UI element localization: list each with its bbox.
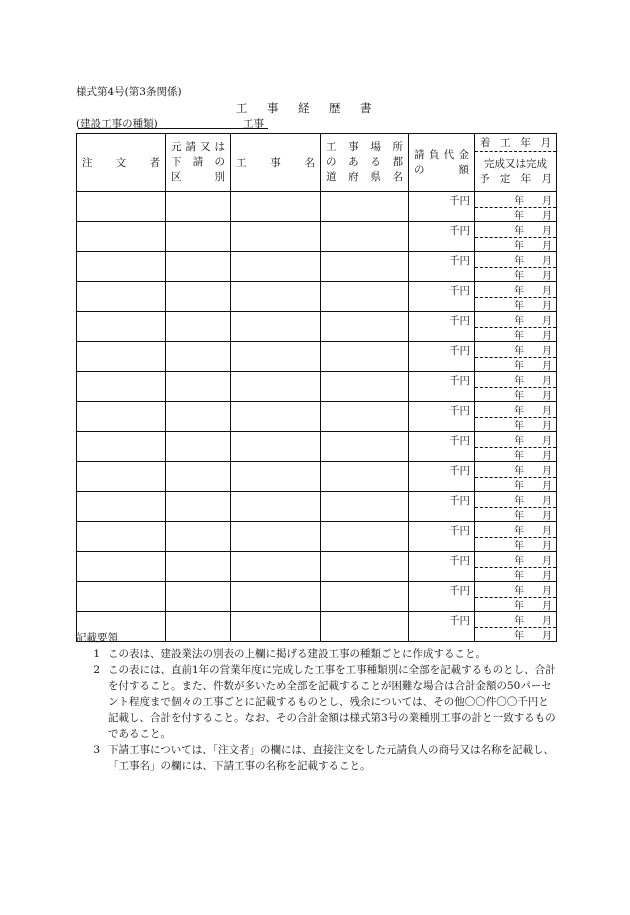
month-label: 月 <box>542 406 552 417</box>
location-char: 所 <box>392 141 403 153</box>
note-number: 1 <box>93 648 100 660</box>
work-name-cell[interactable] <box>231 522 321 552</box>
work-name-cell[interactable] <box>231 462 321 492</box>
year-label: 年 <box>514 271 524 282</box>
table-row <box>77 552 557 582</box>
table-row <box>77 342 557 372</box>
orderer-cell[interactable] <box>77 492 166 522</box>
month-label: 月 <box>542 196 552 207</box>
location-char: 場 <box>370 141 381 153</box>
table-row <box>77 252 557 282</box>
work-name-cell[interactable] <box>231 492 321 522</box>
amount-cell[interactable]: 千円 <box>409 522 475 552</box>
month-label: 月 <box>542 421 552 432</box>
amount-char: の <box>414 163 425 176</box>
contract-type-char: の <box>214 156 225 168</box>
contract-type-char: 下 <box>171 156 182 168</box>
start-date <box>475 553 556 568</box>
month-label: 月 <box>542 376 552 387</box>
orderer-cell[interactable] <box>77 582 166 612</box>
location-char: 名 <box>392 171 403 183</box>
table-header-row <box>77 134 557 192</box>
completion-char: 完成又は完成 <box>484 157 547 170</box>
contract-type-cell[interactable] <box>166 552 231 582</box>
note-number: 2 <box>93 664 100 676</box>
month-label: 月 <box>542 586 552 597</box>
month-label: 月 <box>542 556 552 567</box>
month-label: 月 <box>542 481 552 492</box>
orderer-cell[interactable] <box>77 372 166 402</box>
year-label: 年 <box>514 331 524 342</box>
start-date <box>475 313 556 328</box>
amount-char: 負 <box>428 148 440 161</box>
dates-cell[interactable] <box>475 222 557 252</box>
location-cell[interactable] <box>321 522 409 552</box>
table-row <box>77 222 557 252</box>
contract-type-cell[interactable] <box>166 432 231 462</box>
completion-line <box>479 157 552 172</box>
work-name-cell[interactable] <box>231 312 321 342</box>
location-cell[interactable] <box>321 312 409 342</box>
table-row <box>77 402 557 432</box>
amount-cell[interactable]: 千円 <box>409 282 475 312</box>
completion-char: 定 <box>499 172 511 185</box>
month-label: 月 <box>542 241 552 252</box>
month-label: 月 <box>542 451 552 462</box>
month-label: 月 <box>542 571 552 582</box>
work-name-cell[interactable] <box>231 282 321 312</box>
work-name-char: 工 <box>236 157 247 169</box>
dates-cell[interactable] <box>475 432 557 462</box>
dates-cell[interactable] <box>475 522 557 552</box>
location-char: る <box>370 156 381 168</box>
month-label: 月 <box>542 211 552 222</box>
start-char: 工 <box>500 137 511 149</box>
location-char: 工 <box>326 141 337 153</box>
completion-date <box>475 208 556 222</box>
notes-section <box>76 630 556 774</box>
amount-line <box>414 148 469 163</box>
completion-date <box>475 328 556 342</box>
completion-char: 年 <box>520 172 532 185</box>
start-char: 着 <box>480 137 491 149</box>
month-label: 月 <box>542 496 552 507</box>
completion-char: 月 <box>541 172 552 185</box>
amount-cell[interactable]: 千円 <box>409 252 475 282</box>
contract-type-cell[interactable] <box>166 462 231 492</box>
amount-cell[interactable]: 千円 <box>409 492 475 522</box>
completion-date <box>475 568 556 582</box>
year-label: 年 <box>514 481 524 492</box>
year-label: 年 <box>514 286 524 297</box>
start-date <box>475 253 556 268</box>
orderer-cell[interactable] <box>77 252 166 282</box>
year-label: 年 <box>514 346 524 357</box>
dates-cell[interactable] <box>475 492 557 522</box>
completion-date <box>475 418 556 432</box>
table-row <box>77 462 557 492</box>
amount-char: 額 <box>458 163 469 176</box>
amount-cell[interactable]: 千円 <box>409 312 475 342</box>
note-text: この表は、建設業法の別表の上欄に掲げる建設工事の種類ごとに作成すること。 <box>108 648 486 660</box>
table-row <box>77 372 557 402</box>
contract-type-cell[interactable] <box>166 582 231 612</box>
month-label: 月 <box>542 616 552 627</box>
header-dates <box>475 134 557 192</box>
year-label: 年 <box>514 586 524 597</box>
title-char: 工 <box>236 101 248 115</box>
work-name-cell[interactable] <box>231 342 321 372</box>
orderer-cell[interactable] <box>77 222 166 252</box>
table-row <box>77 312 557 342</box>
dates-cell[interactable] <box>475 342 557 372</box>
month-label: 月 <box>542 331 552 342</box>
note-text: 下請工事については、「注文者」の欄には、直接注文をした元請負人の商号又は名称を記載し、「工事名」の欄には、下請工事の名称を記載すること。 <box>108 744 555 772</box>
location-cell[interactable] <box>321 462 409 492</box>
location-char: 道 <box>326 171 337 183</box>
month-label: 月 <box>542 511 552 522</box>
header-start-date <box>475 134 556 152</box>
dates-cell[interactable] <box>475 402 557 432</box>
location-cell[interactable] <box>321 252 409 282</box>
amount-cell[interactable]: 千円 <box>409 582 475 612</box>
table-row <box>77 192 557 222</box>
header-contract-amount <box>409 134 475 192</box>
completion-date <box>475 268 556 282</box>
header-orderer <box>77 134 166 192</box>
orderer-cell[interactable] <box>77 282 166 312</box>
contract-type-cell[interactable] <box>166 252 231 282</box>
orderer-char: 文 <box>115 157 127 169</box>
completion-char: 予 <box>479 172 490 185</box>
work-name-cell[interactable] <box>231 552 321 582</box>
dates-cell[interactable] <box>475 372 557 402</box>
year-label: 年 <box>514 526 524 537</box>
work-name-char: 事 <box>270 157 281 169</box>
completion-line <box>479 172 552 187</box>
table-row <box>77 522 557 552</box>
month-label: 月 <box>542 286 552 297</box>
location-char: 都 <box>392 156 403 168</box>
orderer-cell[interactable] <box>77 402 166 432</box>
location-cell[interactable] <box>321 402 409 432</box>
contract-type-cell[interactable] <box>166 222 231 252</box>
completion-date <box>475 538 556 552</box>
year-label: 年 <box>514 226 524 237</box>
location-cell[interactable] <box>321 222 409 252</box>
month-label: 月 <box>542 256 552 267</box>
location-char: の <box>326 156 337 168</box>
amount-cell[interactable]: 千円 <box>409 552 475 582</box>
table-row <box>77 492 557 522</box>
amount-cell[interactable]: 千円 <box>409 222 475 252</box>
contract-type-char: 請 <box>192 156 204 168</box>
orderer-cell[interactable] <box>77 432 166 462</box>
month-label: 月 <box>542 226 552 237</box>
month-label: 月 <box>542 361 552 372</box>
month-label: 月 <box>542 466 552 477</box>
completion-date <box>475 238 556 252</box>
amount-cell[interactable]: 千円 <box>409 372 475 402</box>
contract-type-cell[interactable] <box>166 522 231 552</box>
note-text: この表には、直前1年の営業年度に完成した工事を工事種類別に全部を記載するものとし、合計を付すること。また、件数が多いため全部を記載することが困難な場合は合計金額の50パーセント程度まで個々の工事ごとに記載するものとし、残余については、その他〇〇件〇〇千円と記載し、合計を付すること。なお、その合計金額は様式第3号の業種別工事の計と一致するものであること。 <box>108 664 556 740</box>
work-history-table <box>76 133 557 642</box>
construction-type-suffix: 工事 <box>243 118 264 130</box>
dates-cell[interactable] <box>475 552 557 582</box>
contract-type-cell[interactable] <box>166 402 231 432</box>
month-label: 月 <box>542 631 552 642</box>
year-label: 年 <box>514 541 524 552</box>
year-label: 年 <box>514 301 524 312</box>
work-name-cell[interactable] <box>231 252 321 282</box>
start-char: 月 <box>540 137 551 149</box>
orderer-cell[interactable] <box>77 552 166 582</box>
start-date <box>475 193 556 208</box>
location-cell[interactable] <box>321 342 409 372</box>
work-name-char: 名 <box>304 157 315 169</box>
year-label: 年 <box>514 406 524 417</box>
contract-type-char: 請 <box>185 141 196 153</box>
amount-cell[interactable]: 千円 <box>409 432 475 462</box>
header-location <box>321 134 409 192</box>
month-label: 月 <box>542 316 552 327</box>
location-char: あ <box>348 156 359 168</box>
location-cell[interactable] <box>321 582 409 612</box>
orderer-cell[interactable] <box>77 522 166 552</box>
year-label: 年 <box>514 316 524 327</box>
location-line <box>326 170 403 185</box>
amount-cell[interactable]: 千円 <box>409 402 475 432</box>
completion-date <box>475 388 556 402</box>
table-row <box>77 282 557 312</box>
month-label: 月 <box>542 526 552 537</box>
completion-date <box>475 298 556 312</box>
completion-date <box>475 448 556 462</box>
start-date <box>475 463 556 478</box>
table-row <box>77 582 557 612</box>
location-cell[interactable] <box>321 192 409 222</box>
construction-type-label: (建設工事の種類) <box>76 118 158 130</box>
month-label: 月 <box>542 271 552 282</box>
note-number: 3 <box>93 744 100 756</box>
contract-type-cell[interactable] <box>166 372 231 402</box>
form-number-label: 様式第4号(第3条関係) <box>76 86 182 98</box>
work-name-cell[interactable] <box>231 582 321 612</box>
work-name-cell[interactable] <box>231 402 321 432</box>
location-line <box>326 140 403 155</box>
year-label: 年 <box>514 466 524 477</box>
dates-cell[interactable] <box>475 282 557 312</box>
location-char: 府 <box>348 171 359 183</box>
table-row <box>77 432 557 462</box>
year-label: 年 <box>514 436 524 447</box>
contract-type-cell[interactable] <box>166 492 231 522</box>
completion-date <box>475 358 556 372</box>
location-cell[interactable] <box>321 372 409 402</box>
amount-char: 代 <box>443 148 455 161</box>
contract-type-cell[interactable] <box>166 282 231 312</box>
location-cell[interactable] <box>321 492 409 522</box>
year-label: 年 <box>514 196 524 207</box>
year-label: 年 <box>514 211 524 222</box>
amount-cell[interactable]: 千円 <box>409 192 475 222</box>
month-label: 月 <box>542 436 552 447</box>
amount-cell[interactable]: 千円 <box>409 342 475 372</box>
month-label: 月 <box>542 541 552 552</box>
note-item <box>76 662 556 742</box>
start-date <box>475 523 556 538</box>
dates-cell[interactable] <box>475 582 557 612</box>
contract-type-char: 区 <box>171 171 182 183</box>
year-label: 年 <box>514 241 524 252</box>
orderer-cell[interactable] <box>77 342 166 372</box>
location-char: 事 <box>348 141 359 153</box>
amount-char: 金 <box>458 148 469 161</box>
contract-type-char: 元 <box>171 141 182 153</box>
header-completion-date <box>475 152 556 191</box>
month-label: 月 <box>542 601 552 612</box>
year-label: 年 <box>514 256 524 267</box>
orderer-cell[interactable] <box>77 312 166 342</box>
month-label: 月 <box>542 301 552 312</box>
start-char: 年 <box>520 137 531 149</box>
contract-type-line <box>171 140 225 155</box>
orderer-char: 注 <box>82 157 93 169</box>
title-char: 書 <box>360 101 372 115</box>
header-work-name <box>231 134 321 192</box>
year-label: 年 <box>514 571 524 582</box>
header-contract-type <box>166 134 231 192</box>
location-char: 県 <box>370 171 381 183</box>
year-label: 年 <box>514 556 524 567</box>
location-cell[interactable] <box>321 282 409 312</box>
dates-cell[interactable] <box>475 252 557 282</box>
start-date <box>475 613 556 628</box>
dates-cell[interactable] <box>475 192 557 222</box>
contract-type-char: 又 <box>200 141 211 153</box>
contract-type-char: 別 <box>214 171 225 183</box>
start-date <box>475 493 556 508</box>
completion-date <box>475 478 556 492</box>
month-label: 月 <box>542 391 552 402</box>
dates-cell[interactable] <box>475 312 557 342</box>
start-date <box>475 583 556 598</box>
start-date <box>475 223 556 238</box>
amount-cell[interactable]: 千円 <box>409 612 475 642</box>
title-char: 歴 <box>329 101 341 115</box>
note-item <box>76 742 556 774</box>
contract-type-char: は <box>214 141 225 153</box>
title-char: 経 <box>298 101 310 115</box>
year-label: 年 <box>514 361 524 372</box>
amount-char: 請 <box>414 148 425 161</box>
document-title <box>236 100 391 116</box>
work-name-cell[interactable] <box>231 192 321 222</box>
year-label: 年 <box>514 391 524 402</box>
year-label: 年 <box>514 451 524 462</box>
month-label: 月 <box>542 346 552 357</box>
contract-type-cell[interactable] <box>166 342 231 372</box>
orderer-char: 者 <box>149 157 160 169</box>
note-item <box>76 646 556 662</box>
start-date <box>475 403 556 418</box>
location-cell[interactable] <box>321 432 409 462</box>
construction-type-field[interactable] <box>78 128 268 129</box>
location-cell[interactable] <box>321 552 409 582</box>
start-date <box>475 343 556 358</box>
year-label: 年 <box>514 496 524 507</box>
work-name-cell[interactable] <box>231 432 321 462</box>
completion-date <box>475 508 556 522</box>
start-date <box>475 283 556 298</box>
year-label: 年 <box>514 601 524 612</box>
dates-cell[interactable] <box>475 462 557 492</box>
contract-type-line <box>171 155 225 170</box>
year-label: 年 <box>514 631 524 642</box>
orderer-cell[interactable] <box>77 462 166 492</box>
work-name-cell[interactable] <box>231 372 321 402</box>
amount-cell[interactable]: 千円 <box>409 462 475 492</box>
year-label: 年 <box>514 511 524 522</box>
start-date <box>475 433 556 448</box>
title-char: 事 <box>267 101 279 115</box>
notes-title: 記載要領 <box>76 632 118 644</box>
completion-date <box>475 598 556 612</box>
year-label: 年 <box>514 376 524 387</box>
year-label: 年 <box>514 616 524 627</box>
year-label: 年 <box>514 421 524 432</box>
contract-type-cell[interactable] <box>166 192 231 222</box>
orderer-cell[interactable] <box>77 192 166 222</box>
amount-line <box>414 163 469 178</box>
location-line <box>326 155 403 170</box>
contract-type-line <box>171 170 225 185</box>
contract-type-cell[interactable] <box>166 312 231 342</box>
start-date <box>475 373 556 388</box>
work-name-cell[interactable] <box>231 222 321 252</box>
